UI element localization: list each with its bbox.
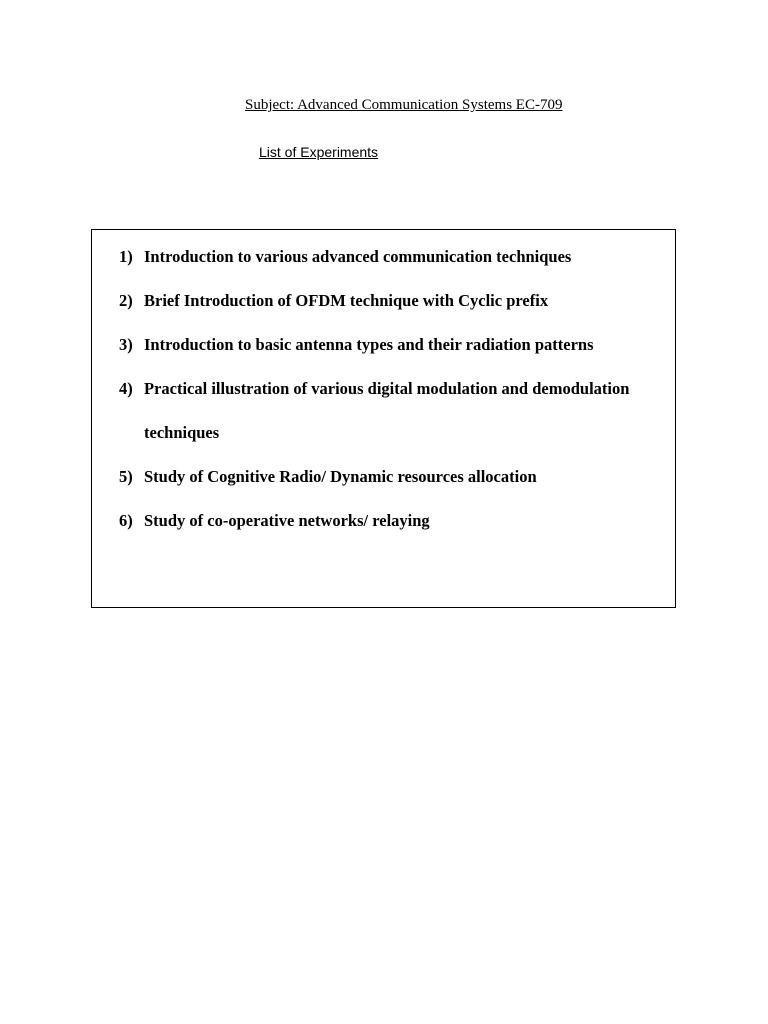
experiment-text (144, 279, 548, 323)
experiment-number: 2) (119, 291, 133, 310)
experiment-item (119, 455, 629, 499)
experiment-list (119, 235, 629, 543)
experiment-item (119, 235, 629, 279)
experiment-number: 4) (119, 379, 133, 398)
experiment-item (119, 367, 629, 455)
experiment-text (144, 499, 430, 543)
experiment-text (144, 455, 537, 499)
experiment-line: Introduction to basic antenna types and their radiation patterns (144, 335, 594, 354)
experiment-number: 5) (119, 467, 133, 486)
experiments-box (91, 229, 676, 608)
experiment-line: Study of co-operative networks/ relaying (144, 511, 430, 530)
experiment-line: Study of Cognitive Radio/ Dynamic resources allocation (144, 467, 537, 486)
subject-heading: Subject: Advanced Communication Systems EC-709 (245, 97, 563, 113)
experiment-item (119, 499, 629, 543)
experiment-line: techniques (144, 423, 220, 442)
experiment-number: 6) (119, 511, 133, 530)
list-title: List of Experiments (259, 144, 379, 160)
experiment-text (144, 235, 571, 279)
experiment-line: Introduction to various advanced communication techniques (144, 247, 572, 266)
experiment-item (119, 279, 629, 323)
experiment-number: 3) (119, 335, 133, 354)
experiment-item (119, 323, 629, 367)
experiment-text (144, 323, 594, 367)
experiment-line: Brief Introduction of OFDM technique with Cyclic prefix (144, 291, 549, 310)
experiment-line: Practical illustration of various digital modulation and demodulation (144, 379, 630, 398)
experiment-number: 1) (119, 247, 133, 266)
experiment-text (144, 367, 629, 455)
